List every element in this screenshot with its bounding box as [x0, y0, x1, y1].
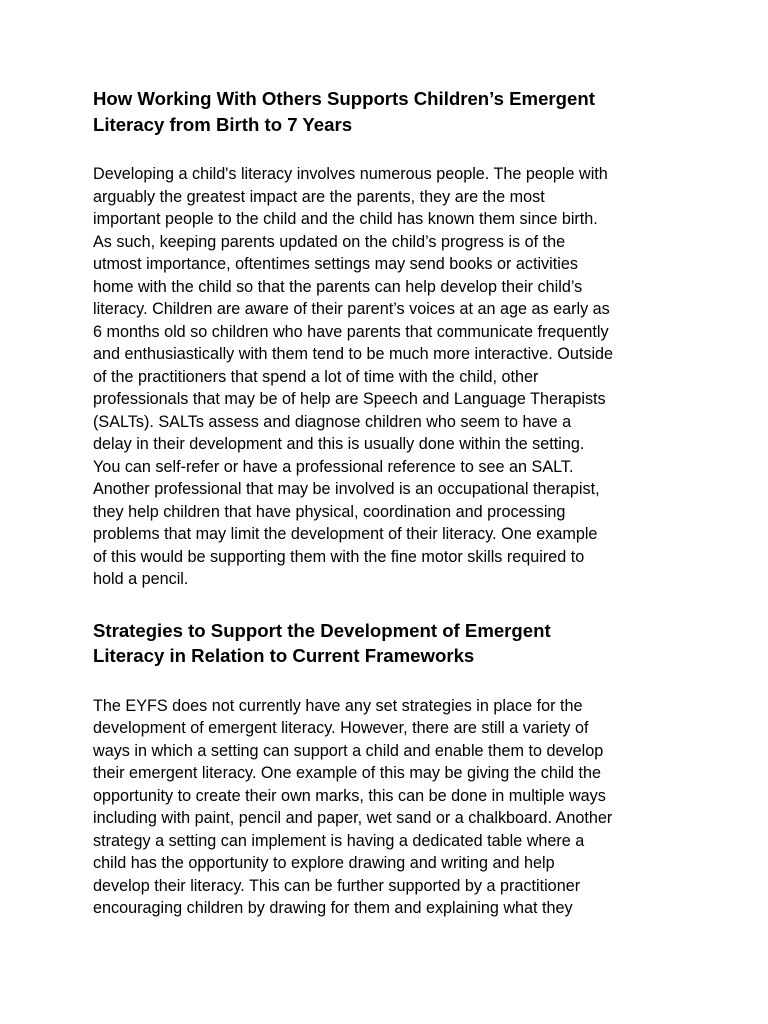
section-2-body-line: strategy a setting can implement is having a dedicated table where a: [93, 831, 585, 850]
section-1-heading-line: Literacy from Birth to 7 Years: [93, 113, 353, 135]
section-1-body-line: problems that may limit the development of their literacy. One example: [93, 525, 598, 543]
section-1-body-line: important people to the child and the child has known them since birth.: [93, 210, 598, 228]
section-2-body-line: develop their literacy. This can be further supported by a practitioner: [93, 876, 581, 895]
section-1-body-line: arguably the greatest impact are the parents, they are the most: [93, 187, 545, 206]
section-2-body-line: child has the opportunity to explore drawing and writing and help: [93, 854, 555, 872]
section-1-body-line: hold a pencil.: [93, 570, 189, 588]
section-2-body-line: development of emergent literacy. However, there are still a variety of: [93, 719, 589, 737]
section-1-body-line: delay in their development and this is usually done within the setting.: [93, 435, 585, 453]
section-2-body-line: The EYFS does not currently have any set strategies in place for the: [93, 696, 583, 715]
section-1-body-line: 6 months old so children who have parents that communicate frequently: [93, 322, 609, 341]
section-1-heading-line: How Working With Others Supports Children’s Emergent: [93, 88, 595, 109]
section-1-paragraph: [93, 163, 683, 591]
section-2-body-line: their emergent literacy. One example of this may be giving the child the: [93, 764, 602, 782]
section-1-body-line: Developing a child's literacy involves numerous people. The people with: [93, 165, 608, 183]
section-2-body-line: encouraging children by drawing for them and explaining what they: [93, 899, 573, 917]
section-2-body-line: opportunity to create their own marks, this can be done in multiple ways: [93, 786, 606, 805]
section-1-body-line: You can self-refer or have a professional reference to see an SALT.: [93, 457, 574, 476]
section-2-paragraph: [93, 695, 683, 920]
section-1-body-line: As such, keeping parents updated on the child’s progress is of the: [93, 232, 566, 251]
section-2-heading-line: Literacy in Relation to Current Frameworks: [93, 645, 475, 666]
section-1-heading: [93, 86, 683, 137]
section-1-body-line: (SALTs). SALTs assess and diagnose children who seem to have a: [93, 412, 572, 431]
section-1-body-line: professionals that may be of help are Speech and Language Therapists: [93, 390, 606, 408]
section-2-body-line: ways in which a setting can support a child and enable them to develop: [93, 741, 604, 760]
section-1-body-line: utmost importance, oftentimes settings may send books or activities: [93, 255, 578, 273]
section-1-body-line: literacy. Children are aware of their parent’s voices at an age as early as: [93, 300, 610, 318]
section-1-body-line: of the practitioners that spend a lot of time with the child, other: [93, 367, 539, 386]
section-1-body-line: Another professional that may be involved is an occupational therapist,: [93, 480, 600, 498]
section-2-heading: [93, 618, 683, 669]
section-1-body-line: they help children that have physical, coordination and processing: [93, 502, 566, 521]
section-1-body-line: of this would be supporting them with the fine motor skills required to: [93, 547, 585, 566]
section-2-heading-line: Strategies to Support the Development of Emergent: [93, 619, 551, 641]
section-1-body-line: home with the child so that the parents can help develop their child’s: [93, 277, 583, 296]
document-content: [93, 86, 683, 920]
section-1-body-line: and enthusiastically with them tend to be much more interactive. Outside: [93, 345, 614, 363]
section-2-body-line: including with paint, pencil and paper, wet sand or a chalkboard. Another: [93, 809, 613, 827]
